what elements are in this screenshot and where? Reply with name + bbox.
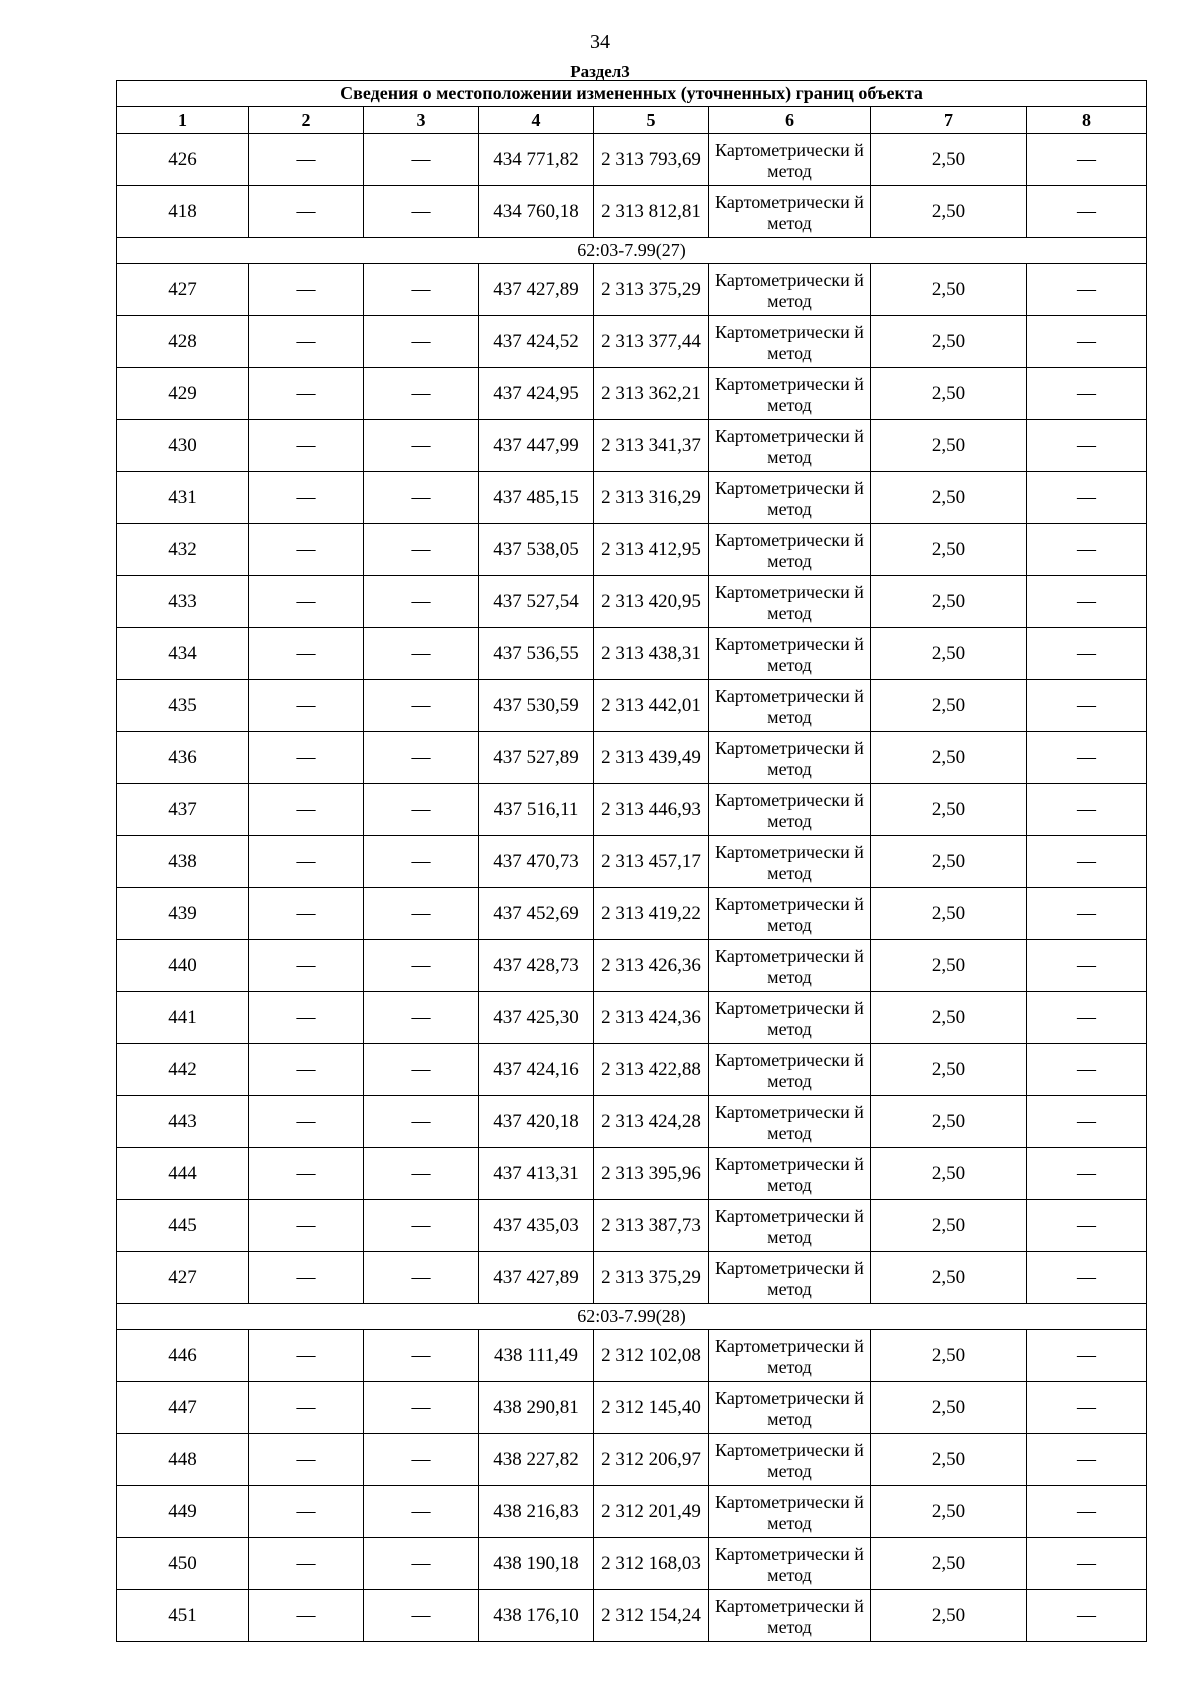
table-row bbox=[117, 732, 1147, 784]
table-row bbox=[117, 1590, 1147, 1642]
table-cell: — bbox=[1027, 940, 1147, 992]
table-cell: 2,50 bbox=[871, 264, 1027, 316]
table-cell: 427 bbox=[117, 1252, 249, 1304]
column-header: 4 bbox=[479, 107, 594, 134]
coordinates-table bbox=[116, 80, 1147, 1642]
group-label: 62:03-7.99(28) bbox=[117, 1304, 1147, 1330]
table-cell: Картометрически й метод bbox=[709, 316, 871, 368]
group-label: 62:03-7.99(27) bbox=[117, 238, 1147, 264]
table-body bbox=[117, 134, 1147, 1642]
table-cell: 2,50 bbox=[871, 368, 1027, 420]
table-cell: Картометрически й метод bbox=[709, 1486, 871, 1538]
table-cell: 426 bbox=[117, 134, 249, 186]
table-cell: — bbox=[249, 836, 364, 888]
table-cell: — bbox=[249, 1434, 364, 1486]
table-cell: 2 312 145,40 bbox=[594, 1382, 709, 1434]
table-cell: — bbox=[364, 316, 479, 368]
table-cell: 2 313 375,29 bbox=[594, 264, 709, 316]
table-cell: 2 313 419,22 bbox=[594, 888, 709, 940]
table-cell: Картометрически й метод bbox=[709, 1590, 871, 1642]
column-header: 7 bbox=[871, 107, 1027, 134]
table-row bbox=[117, 524, 1147, 576]
table-row bbox=[117, 888, 1147, 940]
table-row bbox=[117, 576, 1147, 628]
table-cell: — bbox=[364, 134, 479, 186]
table-cell: — bbox=[364, 1486, 479, 1538]
table-cell: 2,50 bbox=[871, 134, 1027, 186]
table-row bbox=[117, 316, 1147, 368]
table-cell: 431 bbox=[117, 472, 249, 524]
table-cell: 2,50 bbox=[871, 1200, 1027, 1252]
table-cell: 2 313 426,36 bbox=[594, 940, 709, 992]
table-cell: — bbox=[1027, 680, 1147, 732]
column-header: 2 bbox=[249, 107, 364, 134]
table-cell: — bbox=[364, 1330, 479, 1382]
table-row bbox=[117, 1486, 1147, 1538]
table-cell: 2 313 424,28 bbox=[594, 1096, 709, 1148]
table-cell: — bbox=[249, 1148, 364, 1200]
table-cell: 2,50 bbox=[871, 1044, 1027, 1096]
table-cell: 2 313 341,37 bbox=[594, 420, 709, 472]
table-cell: 438 190,18 bbox=[479, 1538, 594, 1590]
table-row bbox=[117, 1148, 1147, 1200]
table-row bbox=[117, 1044, 1147, 1096]
table-cell: 2 313 793,69 bbox=[594, 134, 709, 186]
table-cell: — bbox=[1027, 1590, 1147, 1642]
table-cell: 449 bbox=[117, 1486, 249, 1538]
table-cell: — bbox=[249, 1382, 364, 1434]
table-cell: Картометрически й метод bbox=[709, 1538, 871, 1590]
table-cell: 2,50 bbox=[871, 680, 1027, 732]
table-cell: Картометрически й метод bbox=[709, 264, 871, 316]
table-cell: 438 290,81 bbox=[479, 1382, 594, 1434]
table-cell: — bbox=[249, 1044, 364, 1096]
table-cell: — bbox=[1027, 420, 1147, 472]
table-cell: — bbox=[249, 1200, 364, 1252]
table-cell: — bbox=[1027, 888, 1147, 940]
table-cell: Картометрически й метод bbox=[709, 1434, 871, 1486]
table-cell: 437 424,95 bbox=[479, 368, 594, 420]
table-row bbox=[117, 134, 1147, 186]
column-header: 6 bbox=[709, 107, 871, 134]
table-cell: 2 313 422,88 bbox=[594, 1044, 709, 1096]
table-cell: 437 425,30 bbox=[479, 992, 594, 1044]
table-cell: — bbox=[1027, 628, 1147, 680]
table-cell: 2 313 316,29 bbox=[594, 472, 709, 524]
table-row bbox=[117, 264, 1147, 316]
table-cell: — bbox=[1027, 1096, 1147, 1148]
table-row bbox=[117, 1330, 1147, 1382]
table-cell: 438 176,10 bbox=[479, 1590, 594, 1642]
table-cell: — bbox=[249, 420, 364, 472]
table-row bbox=[117, 940, 1147, 992]
table-cell: — bbox=[364, 1590, 479, 1642]
table-cell: 2,50 bbox=[871, 1434, 1027, 1486]
column-header: 1 bbox=[117, 107, 249, 134]
table-cell: 2,50 bbox=[871, 1096, 1027, 1148]
table-row bbox=[117, 186, 1147, 238]
table-cell: Картометрически й метод bbox=[709, 1252, 871, 1304]
table-cell: — bbox=[1027, 472, 1147, 524]
table-cell: 448 bbox=[117, 1434, 249, 1486]
table-cell: — bbox=[249, 940, 364, 992]
table-cell: 2 313 438,31 bbox=[594, 628, 709, 680]
table-cell: Картометрически й метод bbox=[709, 940, 871, 992]
table-cell: Картометрически й метод bbox=[709, 628, 871, 680]
table-cell: 2 313 387,73 bbox=[594, 1200, 709, 1252]
table-cell: Картометрически й метод bbox=[709, 732, 871, 784]
table-cell: Картометрически й метод bbox=[709, 576, 871, 628]
table-cell: 2 313 446,93 bbox=[594, 784, 709, 836]
table-cell: 2 313 457,17 bbox=[594, 836, 709, 888]
table-cell: 428 bbox=[117, 316, 249, 368]
table-cell: — bbox=[364, 420, 479, 472]
table-cell: 451 bbox=[117, 1590, 249, 1642]
table-cell: — bbox=[1027, 1200, 1147, 1252]
table-cell: 2,50 bbox=[871, 1590, 1027, 1642]
table-cell: 2 313 420,95 bbox=[594, 576, 709, 628]
table-cell: 2,50 bbox=[871, 940, 1027, 992]
table-cell: 2 312 102,08 bbox=[594, 1330, 709, 1382]
table-cell: — bbox=[1027, 134, 1147, 186]
table-cell: — bbox=[364, 784, 479, 836]
table-cell: Картометрически й метод bbox=[709, 680, 871, 732]
table-cell: 2 313 362,21 bbox=[594, 368, 709, 420]
table-cell: — bbox=[1027, 316, 1147, 368]
table-cell: — bbox=[1027, 576, 1147, 628]
table-cell: — bbox=[249, 368, 364, 420]
table-cell: 447 bbox=[117, 1382, 249, 1434]
table-cell: 2 313 412,95 bbox=[594, 524, 709, 576]
table-cell: 434 bbox=[117, 628, 249, 680]
table-cell: — bbox=[249, 524, 364, 576]
table-cell: 2,50 bbox=[871, 784, 1027, 836]
table-cell: 439 bbox=[117, 888, 249, 940]
table-cell: 450 bbox=[117, 1538, 249, 1590]
table-cell: 437 bbox=[117, 784, 249, 836]
table-row bbox=[117, 784, 1147, 836]
table-cell: 2,50 bbox=[871, 186, 1027, 238]
table-cell: 445 bbox=[117, 1200, 249, 1252]
group-row bbox=[117, 1304, 1147, 1330]
table-cell: 2,50 bbox=[871, 888, 1027, 940]
table-cell: — bbox=[364, 628, 479, 680]
table-cell: 2,50 bbox=[871, 1148, 1027, 1200]
table-cell: 2,50 bbox=[871, 316, 1027, 368]
table-row bbox=[117, 628, 1147, 680]
header-row bbox=[117, 107, 1147, 134]
table-cell: Картометрически й метод bbox=[709, 472, 871, 524]
table-cell: 437 536,55 bbox=[479, 628, 594, 680]
table-cell: 437 427,89 bbox=[479, 264, 594, 316]
table-row bbox=[117, 420, 1147, 472]
table-cell: 437 424,16 bbox=[479, 1044, 594, 1096]
table-cell: 437 527,54 bbox=[479, 576, 594, 628]
table-cell: 436 bbox=[117, 732, 249, 784]
table-cell: — bbox=[364, 992, 479, 1044]
table-cell: Картометрически й метод bbox=[709, 368, 871, 420]
table-cell: 2 313 375,29 bbox=[594, 1252, 709, 1304]
table-cell: 430 bbox=[117, 420, 249, 472]
table-cell: 437 420,18 bbox=[479, 1096, 594, 1148]
table-cell: — bbox=[1027, 732, 1147, 784]
table-cell: — bbox=[249, 888, 364, 940]
table-cell: 432 bbox=[117, 524, 249, 576]
table-cell: 443 bbox=[117, 1096, 249, 1148]
table-cell: 2,50 bbox=[871, 836, 1027, 888]
table-cell: 2 312 206,97 bbox=[594, 1434, 709, 1486]
table-cell: 2,50 bbox=[871, 472, 1027, 524]
table-row bbox=[117, 472, 1147, 524]
column-header: 8 bbox=[1027, 107, 1147, 134]
table-cell: — bbox=[249, 732, 364, 784]
table-cell: 434 760,18 bbox=[479, 186, 594, 238]
table-cell: 2 313 395,96 bbox=[594, 1148, 709, 1200]
table-cell: — bbox=[1027, 368, 1147, 420]
table-cell: 2 313 424,36 bbox=[594, 992, 709, 1044]
table-cell: — bbox=[249, 1486, 364, 1538]
table-cell: 2 313 812,81 bbox=[594, 186, 709, 238]
column-header: 3 bbox=[364, 107, 479, 134]
table-cell: 2 313 439,49 bbox=[594, 732, 709, 784]
table-cell: — bbox=[1027, 1330, 1147, 1382]
table-caption: Сведения о местоположении измененных (уточненных) границ объекта bbox=[117, 81, 1147, 107]
table-cell: 2,50 bbox=[871, 992, 1027, 1044]
table-cell: Картометрически й метод bbox=[709, 420, 871, 472]
table-cell: — bbox=[249, 628, 364, 680]
table-cell: 418 bbox=[117, 186, 249, 238]
table-cell: — bbox=[249, 472, 364, 524]
table-cell: 437 470,73 bbox=[479, 836, 594, 888]
table-cell: 2 312 168,03 bbox=[594, 1538, 709, 1590]
table-cell: — bbox=[249, 1538, 364, 1590]
table-cell: Картометрически й метод bbox=[709, 186, 871, 238]
table-cell: — bbox=[364, 524, 479, 576]
table-cell: 2,50 bbox=[871, 1382, 1027, 1434]
table-cell: 446 bbox=[117, 1330, 249, 1382]
table-cell: 2,50 bbox=[871, 1486, 1027, 1538]
table-cell: — bbox=[1027, 1486, 1147, 1538]
table-cell: 437 485,15 bbox=[479, 472, 594, 524]
table-cell: Картометрически й метод bbox=[709, 1148, 871, 1200]
table-cell: — bbox=[364, 576, 479, 628]
table-cell: 440 bbox=[117, 940, 249, 992]
table-cell: — bbox=[364, 1200, 479, 1252]
table-cell: — bbox=[1027, 186, 1147, 238]
table-cell: 434 771,82 bbox=[479, 134, 594, 186]
table-cell: — bbox=[249, 1096, 364, 1148]
table-cell: 2,50 bbox=[871, 732, 1027, 784]
table-cell: 437 538,05 bbox=[479, 524, 594, 576]
table-cell: — bbox=[249, 316, 364, 368]
table-cell: 435 bbox=[117, 680, 249, 732]
table-cell: — bbox=[1027, 264, 1147, 316]
table-cell: 2,50 bbox=[871, 576, 1027, 628]
table-cell: 442 bbox=[117, 1044, 249, 1096]
table-cell: — bbox=[249, 680, 364, 732]
table-cell: Картометрически й метод bbox=[709, 1382, 871, 1434]
table-cell: — bbox=[1027, 836, 1147, 888]
table-cell: 437 435,03 bbox=[479, 1200, 594, 1252]
table-cell: 433 bbox=[117, 576, 249, 628]
table-cell: Картометрически й метод bbox=[709, 1096, 871, 1148]
table-cell: 2,50 bbox=[871, 1252, 1027, 1304]
table-row bbox=[117, 1434, 1147, 1486]
table-cell: — bbox=[1027, 1382, 1147, 1434]
table-cell: — bbox=[1027, 1044, 1147, 1096]
table-cell: — bbox=[364, 680, 479, 732]
table-cell: 437 413,31 bbox=[479, 1148, 594, 1200]
table-row bbox=[117, 836, 1147, 888]
table-cell: — bbox=[249, 186, 364, 238]
table-cell: 437 424,52 bbox=[479, 316, 594, 368]
table-cell: 2 313 442,01 bbox=[594, 680, 709, 732]
table-cell: 2,50 bbox=[871, 1538, 1027, 1590]
section-title: Раздел3 bbox=[570, 62, 630, 81]
table-cell: — bbox=[364, 264, 479, 316]
table-row bbox=[117, 680, 1147, 732]
table-cell: — bbox=[364, 940, 479, 992]
table-cell: 444 bbox=[117, 1148, 249, 1200]
table-cell: — bbox=[249, 576, 364, 628]
table-cell: — bbox=[1027, 1148, 1147, 1200]
table-cell: — bbox=[249, 1330, 364, 1382]
table-cell: 441 bbox=[117, 992, 249, 1044]
table-cell: 2,50 bbox=[871, 1330, 1027, 1382]
table-cell: — bbox=[249, 1252, 364, 1304]
table-cell: — bbox=[364, 1538, 479, 1590]
table-cell: — bbox=[364, 1382, 479, 1434]
table-cell: 437 530,59 bbox=[479, 680, 594, 732]
table-cell: — bbox=[1027, 784, 1147, 836]
table-cell: — bbox=[249, 992, 364, 1044]
table-cell: Картометрически й метод bbox=[709, 524, 871, 576]
table-cell: — bbox=[364, 1434, 479, 1486]
table-cell: — bbox=[364, 186, 479, 238]
table-cell: 437 427,89 bbox=[479, 1252, 594, 1304]
table-cell: — bbox=[249, 1590, 364, 1642]
table-cell: 437 452,69 bbox=[479, 888, 594, 940]
table-cell: — bbox=[1027, 1538, 1147, 1590]
table-cell: Картометрически й метод bbox=[709, 134, 871, 186]
table-cell: — bbox=[1027, 1434, 1147, 1486]
table-cell: 438 216,83 bbox=[479, 1486, 594, 1538]
page-number: 34 bbox=[590, 31, 610, 53]
table-cell: 429 bbox=[117, 368, 249, 420]
table-cell: — bbox=[1027, 1252, 1147, 1304]
table-cell: Картометрически й метод bbox=[709, 1200, 871, 1252]
table-cell: Картометрически й метод bbox=[709, 888, 871, 940]
group-row bbox=[117, 238, 1147, 264]
table-cell: 438 111,49 bbox=[479, 1330, 594, 1382]
table-cell: — bbox=[364, 732, 479, 784]
table-cell: — bbox=[364, 368, 479, 420]
table-cell: — bbox=[249, 264, 364, 316]
table-cell: Картометрически й метод bbox=[709, 836, 871, 888]
table-cell: 2 312 154,24 bbox=[594, 1590, 709, 1642]
table-cell: 2,50 bbox=[871, 524, 1027, 576]
table-cell: — bbox=[364, 836, 479, 888]
table-row bbox=[117, 1382, 1147, 1434]
table-row bbox=[117, 1252, 1147, 1304]
table-cell: — bbox=[249, 784, 364, 836]
table-cell: 2,50 bbox=[871, 628, 1027, 680]
table-cell: — bbox=[364, 472, 479, 524]
table-cell: Картометрически й метод bbox=[709, 992, 871, 1044]
table-row bbox=[117, 368, 1147, 420]
table-cell: — bbox=[364, 1252, 479, 1304]
table-cell: 437 527,89 bbox=[479, 732, 594, 784]
table-row bbox=[117, 1200, 1147, 1252]
table-row bbox=[117, 1096, 1147, 1148]
column-header: 5 bbox=[594, 107, 709, 134]
table-cell: Картометрически й метод bbox=[709, 1330, 871, 1382]
table-cell: — bbox=[1027, 524, 1147, 576]
table-cell: — bbox=[364, 888, 479, 940]
table-cell: 437 516,11 bbox=[479, 784, 594, 836]
table-cell: 2,50 bbox=[871, 420, 1027, 472]
table-cell: 2 312 201,49 bbox=[594, 1486, 709, 1538]
table-cell: 438 bbox=[117, 836, 249, 888]
table-cell: — bbox=[364, 1096, 479, 1148]
table-row bbox=[117, 1538, 1147, 1590]
table-cell: — bbox=[249, 134, 364, 186]
table-row bbox=[117, 992, 1147, 1044]
table-cell: 438 227,82 bbox=[479, 1434, 594, 1486]
table-cell: Картометрически й метод bbox=[709, 784, 871, 836]
table-cell: 437 428,73 bbox=[479, 940, 594, 992]
table-cell: 427 bbox=[117, 264, 249, 316]
table-cell: — bbox=[364, 1044, 479, 1096]
table-cell: — bbox=[1027, 992, 1147, 1044]
table-cell: 437 447,99 bbox=[479, 420, 594, 472]
table-cell: 2 313 377,44 bbox=[594, 316, 709, 368]
table-cell: Картометрически й метод bbox=[709, 1044, 871, 1096]
table-cell: — bbox=[364, 1148, 479, 1200]
